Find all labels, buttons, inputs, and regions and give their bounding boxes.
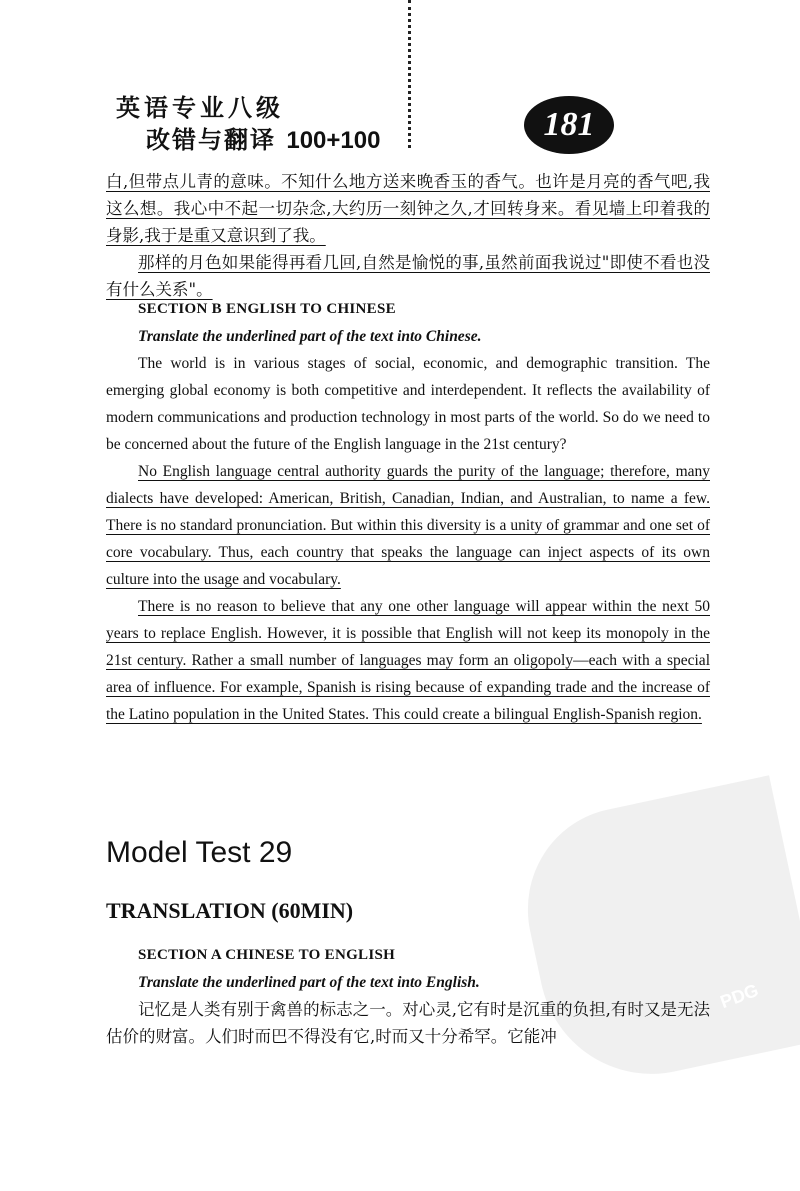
- section-a-heading: SECTION A CHINESE TO ENGLISH: [138, 947, 396, 963]
- book-title-number: 100+100: [286, 127, 381, 154]
- zh-paragraph-2: 那样的月色如果能得再看几回,自然是愉悦的事,虽然前面我说过"即使不看也没有什么关系"。: [106, 253, 710, 299]
- section-a-text: 记忆是人类有别于禽兽的标志之一。对心灵,它有时是沉重的负担,有时又是无法估价的财富。人们时而巴不得没有它,时而又十分希罕。它能冲: [106, 1000, 710, 1046]
- watermark-text: PDG: [717, 979, 762, 1013]
- page-number: 181: [543, 106, 595, 143]
- translation-heading: TRANSLATION (60MIN): [106, 898, 354, 923]
- book-title-line1: 英语专业八级: [116, 93, 284, 122]
- section-b-instruction: Translate the underlined part of the text into Chinese.: [138, 328, 482, 345]
- section-b: [106, 296, 710, 728]
- zh-paragraph-1: 白,但带点儿青的意味。不知什么地方送来晚香玉的香气。也许是月亮的香气吧,我这么想。我心中不起一切杂念,大约历一刻钟之久,才回转身来。看见墙上印着我的身影,我于是重又意识到了我。: [106, 172, 710, 245]
- section-b-paragraph-1: The world is in various stages of social, economic, and demographic transition. The emerging global economy is both competitive and interdependent. It reflects the availability of modern communications and production technology in most parts of the world. So do we need to be concerned about the future of the English language in the 21st century?: [106, 355, 710, 453]
- section-a: [106, 942, 710, 1050]
- book-title-zh: 改错与翻译: [146, 125, 276, 154]
- section-b-paragraph-3: There is no reason to believe that any one other language will appear within the next 50 years to replace English. However, it is possible that English will not keep its monopoly in the 21st century. Rather a small number of languages may form an oligopoly—each with a special area of influence. For example, Spanish is rising because of expanding trade and the increase of the Latino population in the United States. This could create a bilingual English-Spanish region.: [106, 598, 710, 723]
- section-b-heading: SECTION B ENGLISH TO CHINESE: [138, 301, 396, 317]
- section-b-paragraph-2: No English language central authority guards the purity of the language; therefore, many dialects have developed: American, British, Canadian, Indian, and Australian, to name a few. There is no standard pronunciation. But within this diversity is a unity of grammar and one set of core vocabulary. Thus, each country that speaks the language can inject aspects of its own culture into the usage and vocabulary.: [106, 463, 710, 588]
- page-number-badge: [524, 96, 614, 154]
- book-title-line2: [146, 120, 380, 155]
- dotted-divider: [408, 0, 411, 148]
- model-test-title: Model Test 29: [106, 836, 293, 869]
- chinese-continuation: [106, 168, 710, 303]
- section-a-instruction: Translate the underlined part of the text into English.: [138, 974, 480, 991]
